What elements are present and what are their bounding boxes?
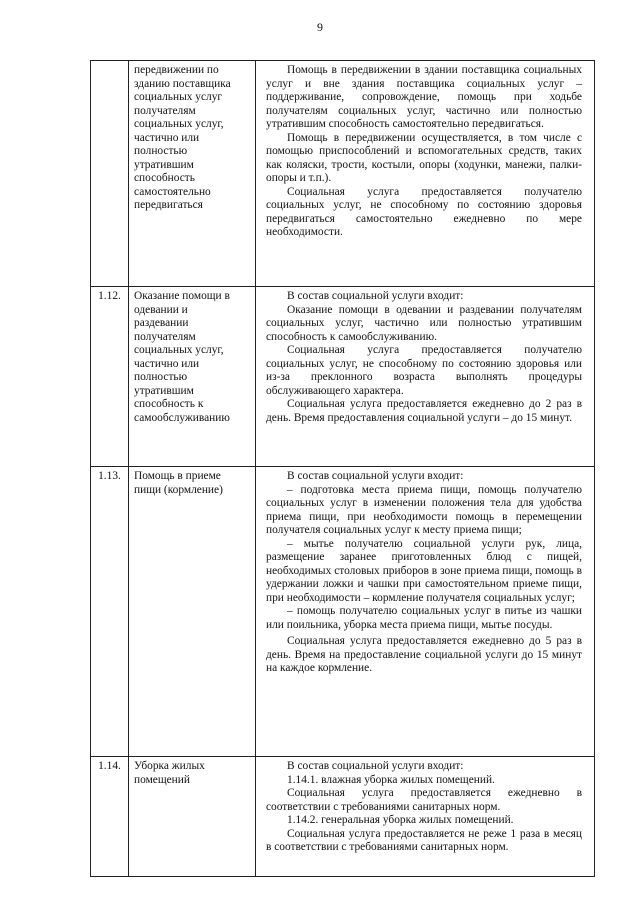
service-name-line: социальных услуг, [134,118,224,130]
service-name-line: способность [134,172,195,184]
description-paragraph: Социальная услуга предоставляется ежедневно до 5 раз в день. Время на предоставление социальной услуги до 15 минут на каждое кормление. [266,635,582,674]
description-paragraph: Социальная услуга предоставляется получателю социальных услуг, не способному по состоянию здоровья передвигаться самостоятельно ежедневно по мере необходимости. [266,185,582,238]
service-name-line: передвижении по [134,64,219,76]
service-name-line: частично или [134,357,200,370]
service-name-line: помещений [134,773,190,786]
service-name-line: социальных услуг, [134,344,224,356]
service-name [129,467,256,757]
service-name-line: Помощь в приеме [134,470,221,482]
service-name-line: утратившим [134,384,194,397]
table-row [91,61,595,287]
description-paragraph: 1.14.1. влажная уборка жилых помещений. [287,773,495,786]
description-paragraph: – мытье получателю социальной услуги рук, лица, размещение заранее приготовленных блюд с пищей, необходимых столовых приборов в зоне приема пищи, помощь в удержании ложки и чашки при самостоятельном приеме пищи, при необходимости – кормление получателя социальных услуг; [266,537,582,604]
service-description [256,757,595,877]
services-table [90,60,595,877]
table-row [91,287,595,467]
service-name-line: частично или [134,131,200,144]
service-name-line: самообслуживанию [134,411,230,424]
description-paragraph: В состав социальной услуги входит: [287,760,464,772]
service-name-line: социальных услуг [134,91,223,103]
service-name-line: пищи (кормление) [134,483,223,496]
service-description [256,467,595,757]
service-name-line: Уборка жилых [134,760,205,772]
service-name-line: способность к [134,398,204,410]
service-number [91,61,129,287]
service-description [256,61,595,287]
description-paragraph: Социальная услуга предоставляется не реже 1 раза в месяц в соответствии с требованиями санитарных норм. [266,827,582,853]
service-name [129,757,256,877]
description-paragraph: – помощь получателю социальных услуг в питье из чашки или поильника, уборка места приема пищи, мытье посуды. [266,605,582,631]
service-name-line: передвигаться [134,199,203,211]
description-paragraph: 1.14.2. генеральная уборка жилых помещений. [287,814,514,826]
service-name-line: получателям [134,104,196,117]
service-number: 1.13. [91,467,129,757]
service-description [256,287,595,467]
service-name-line: самостоятельно [134,185,211,198]
description-paragraph: В состав социальной услуги входит: [287,470,464,482]
service-number: 1.12. [91,287,129,467]
service-number: 1.14. [91,757,129,877]
description-paragraph: Оказание помощи в одевании и раздевании получателям социальных услуг, частично или полностью утратившим способность к самообслуживанию. [266,303,582,343]
service-name-line: зданию поставщика [134,77,231,90]
description-paragraph: – подготовка места приема пищи, помощь получателю социальных услуг в изменении положения тела для удобства приема пищи, при необходимости помощь в перемещении получателя социальных услуг к месту приема пищи; [266,483,582,536]
description-paragraph: Социальная услуга предоставляется ежедневно в соответствии с требованиями санитарных норм. [266,787,582,813]
page-number: 9 [317,20,323,34]
description-paragraph: В состав социальной услуги входит: [287,290,464,302]
service-name-line: раздевании [134,317,189,329]
description-paragraph: Помощь в передвижении в здании поставщика социальных услуг и вне здания поставщика социальных услуг – поддерживание, сопровождение, помощь при ходьбе получателям социальных услуг, частично или полностью утратившим способность самостоятельно передвигаться. [266,64,582,130]
service-name-line: утратившим [134,158,194,171]
service-name-line: Оказание помощи в [134,290,230,302]
table-row [91,757,595,877]
service-name-line: одевании и [134,303,188,316]
service-name [129,287,256,467]
service-name [129,61,256,287]
description-paragraph: Помощь в передвижении осуществляется, в том числе с помощью приспособлений и вспомогательных средств, таких как коляски, трости, костыли, опоры (ходунки, манежи, палки-опоры и т.п.). [266,131,582,184]
service-name-line: полностью [134,145,188,157]
table-row [91,467,595,757]
service-name-line: полностью [134,371,188,383]
description-paragraph: Социальная услуга предоставляется получателю социальных услуг, не способному по состоянию здоровья или из-за преклонного возраста выполнять процедуры обслуживающего характера. [266,344,582,397]
service-name-line: получателям [134,330,196,343]
description-paragraph: Социальная услуга предоставляется ежедневно до 2 раз в день. Время предоставления социальной услуги – до 15 минут. [266,398,582,424]
